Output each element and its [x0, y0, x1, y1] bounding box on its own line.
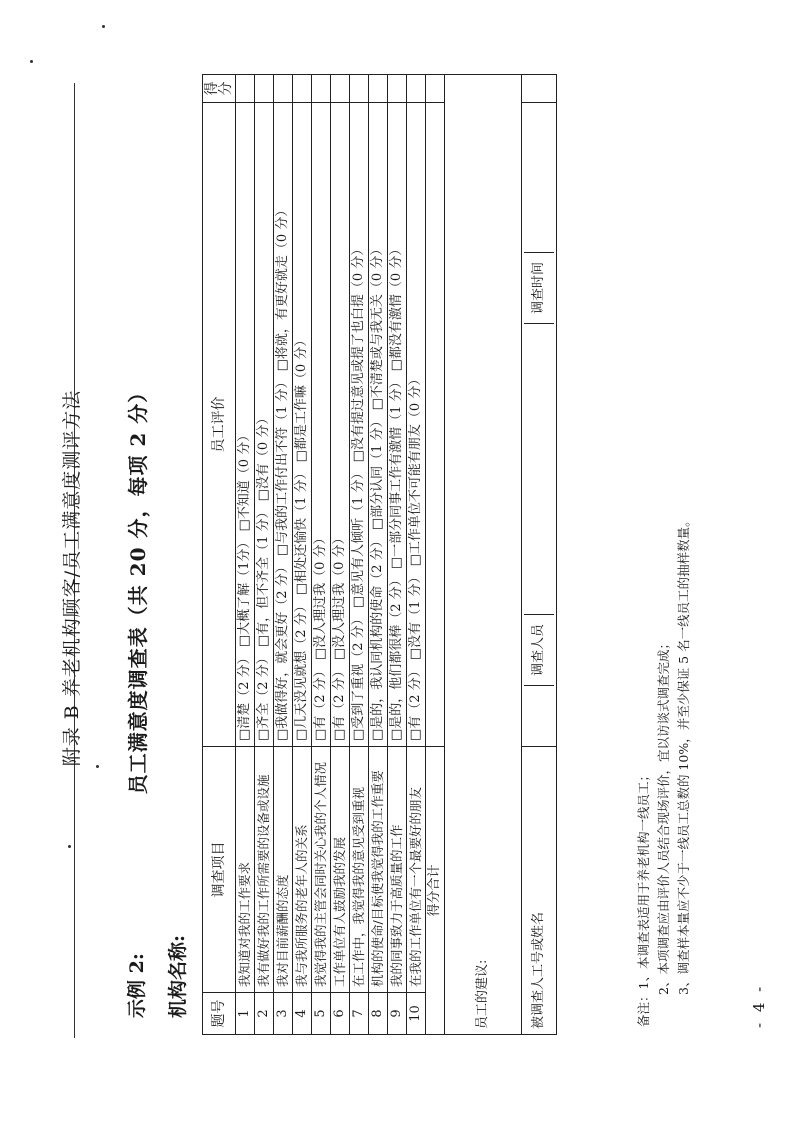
row-eval: □有（2 分） □没人理过我（0 分） [331, 103, 350, 747]
row-no: 1 [236, 993, 255, 1035]
surveyor-field[interactable] [524, 323, 554, 614]
table-row [293, 75, 312, 1035]
total-label: 得分合计 [426, 747, 445, 1035]
header-eval: 员工评价 [203, 103, 236, 747]
row-no: 2 [255, 993, 274, 1035]
row-item: 我与我所服务的老年人的关系 [293, 747, 312, 993]
row-item: 我有做好我的工作所需要的设备或设施 [255, 747, 274, 993]
row-eval: □几天没见就想（2 分） □相处还愉快（1 分） □都是工作嘛（0 分） [293, 103, 312, 747]
table-header-row [203, 75, 236, 1035]
row-score-cell[interactable] [350, 75, 369, 103]
row-item: 我觉得我的主管会同时关心我的个人情况 [312, 747, 331, 993]
row-eval: □有（2 分） □没有（1 分） □工作单位不可能有朋友（0 分） [407, 103, 426, 747]
table-row [236, 75, 255, 1035]
footer-row [522, 75, 557, 1035]
table-row [255, 75, 274, 1035]
example-label: 示例 2: [126, 953, 148, 1018]
row-score-cell[interactable] [293, 75, 312, 103]
appendix-title: 附录 B 养老机构顾客/员工满意度测评方法 [61, 389, 83, 767]
survey-title: 员工满意度调查表（共 20 分，每项 2 分） [126, 381, 150, 795]
note-line-1: 备注：1、本调查表适用于养老机构一线员工； [636, 769, 651, 1027]
total-score-cell[interactable] [426, 75, 445, 103]
table-row [274, 75, 293, 1035]
table-row [331, 75, 350, 1035]
row-item: 我的同事致力于高质量的工作 [388, 747, 407, 993]
time-field[interactable] [524, 103, 554, 252]
row-item: 在工作中，我觉得我的意见受到重视 [350, 747, 369, 993]
row-score-cell[interactable] [312, 75, 331, 103]
scan-speck [30, 60, 33, 63]
scan-speck [96, 765, 99, 768]
table-row [312, 75, 331, 1035]
row-score-cell[interactable] [388, 75, 407, 103]
row-score-cell[interactable] [407, 75, 426, 103]
table-row [369, 75, 388, 1035]
row-item: 工作单位有人鼓励我的发展 [331, 747, 350, 993]
row-no: 9 [388, 993, 407, 1035]
row-score-cell[interactable] [274, 75, 293, 103]
row-score-cell[interactable] [369, 75, 388, 103]
suggestion-label: 员工的建议: [475, 959, 490, 1029]
row-score-cell[interactable] [236, 75, 255, 103]
suggestion-row [445, 75, 522, 1035]
header-score: 得分 [203, 75, 236, 103]
suggestion-field[interactable] [445, 75, 522, 1035]
page-number: - 4 - [750, 983, 768, 1028]
row-no: 3 [274, 993, 293, 1035]
row-no: 10 [407, 993, 426, 1035]
footer-mid-cell [522, 103, 557, 747]
table-row [407, 75, 426, 1035]
respondent-label: 被调查人工号或姓名 [522, 747, 557, 1035]
time-label: 调查时间 [524, 252, 554, 323]
row-score-cell[interactable] [331, 75, 350, 103]
note-line-2: 2、本项调查应由评价人员结合现场评价，宜以访谈式调查完成； [656, 637, 671, 995]
row-no: 8 [369, 993, 388, 1035]
respondent-field[interactable] [524, 685, 554, 746]
table-row [388, 75, 407, 1035]
row-eval: □受到了重视（2 分） □意见有人倾听（1 分） □没有提过意见或提了也白提（0 分） [350, 103, 369, 747]
total-row [426, 75, 445, 1035]
row-item: 在我的工作单位有一个最要好的朋友 [407, 747, 426, 993]
header-no: 题号 [203, 993, 236, 1035]
row-item: 我对目前薪酬的态度 [274, 747, 293, 993]
notes-block [634, 514, 694, 1027]
row-item: 我知道对我的工作要求 [236, 747, 255, 993]
org-name-label: 机构名称: [167, 934, 189, 1018]
survey-table [202, 74, 557, 1035]
row-eval: □我做得好，就会更好（2 分） □与我的工作付出不符（1 分） □将就，有更好就走（0 分） [274, 103, 293, 747]
row-eval: □清楚（2 分） □大概了解（1分） □不知道（0 分） [236, 103, 255, 747]
row-no: 7 [350, 993, 369, 1035]
note-line-3: 3、调查样本量应不少于一线员工总数的 10%，并至少保证 5 名一线员工的抽样数量。 [676, 514, 691, 995]
row-score-cell[interactable] [255, 75, 274, 103]
scan-speck [102, 25, 105, 28]
table-row [350, 75, 369, 1035]
row-eval: □有（2 分） □没人理过我（0 分） [312, 103, 331, 747]
total-blank [426, 103, 445, 747]
row-no: 4 [293, 993, 312, 1035]
row-no: 5 [312, 993, 331, 1035]
row-no: 6 [331, 993, 350, 1035]
row-eval: □是的，他们都很棒（2 分） □一部分同事工作有激情（1 分） □都没有激情（0 分） [388, 103, 407, 747]
header-item: 调查项目 [203, 747, 236, 993]
surveyor-label: 调查人员 [524, 614, 554, 685]
row-eval: □齐全（2 分） □有，但不齐全（1 分） □没有（0 分） [255, 103, 274, 747]
footer-score-blank [522, 75, 557, 103]
row-item: 机构的使命/目标使我觉得我的工作重要 [369, 747, 388, 993]
row-eval: □是的，我认同机构的使命（2 分） □部分认同（1 分） □不清楚或与我无关（0 分） [369, 103, 388, 747]
